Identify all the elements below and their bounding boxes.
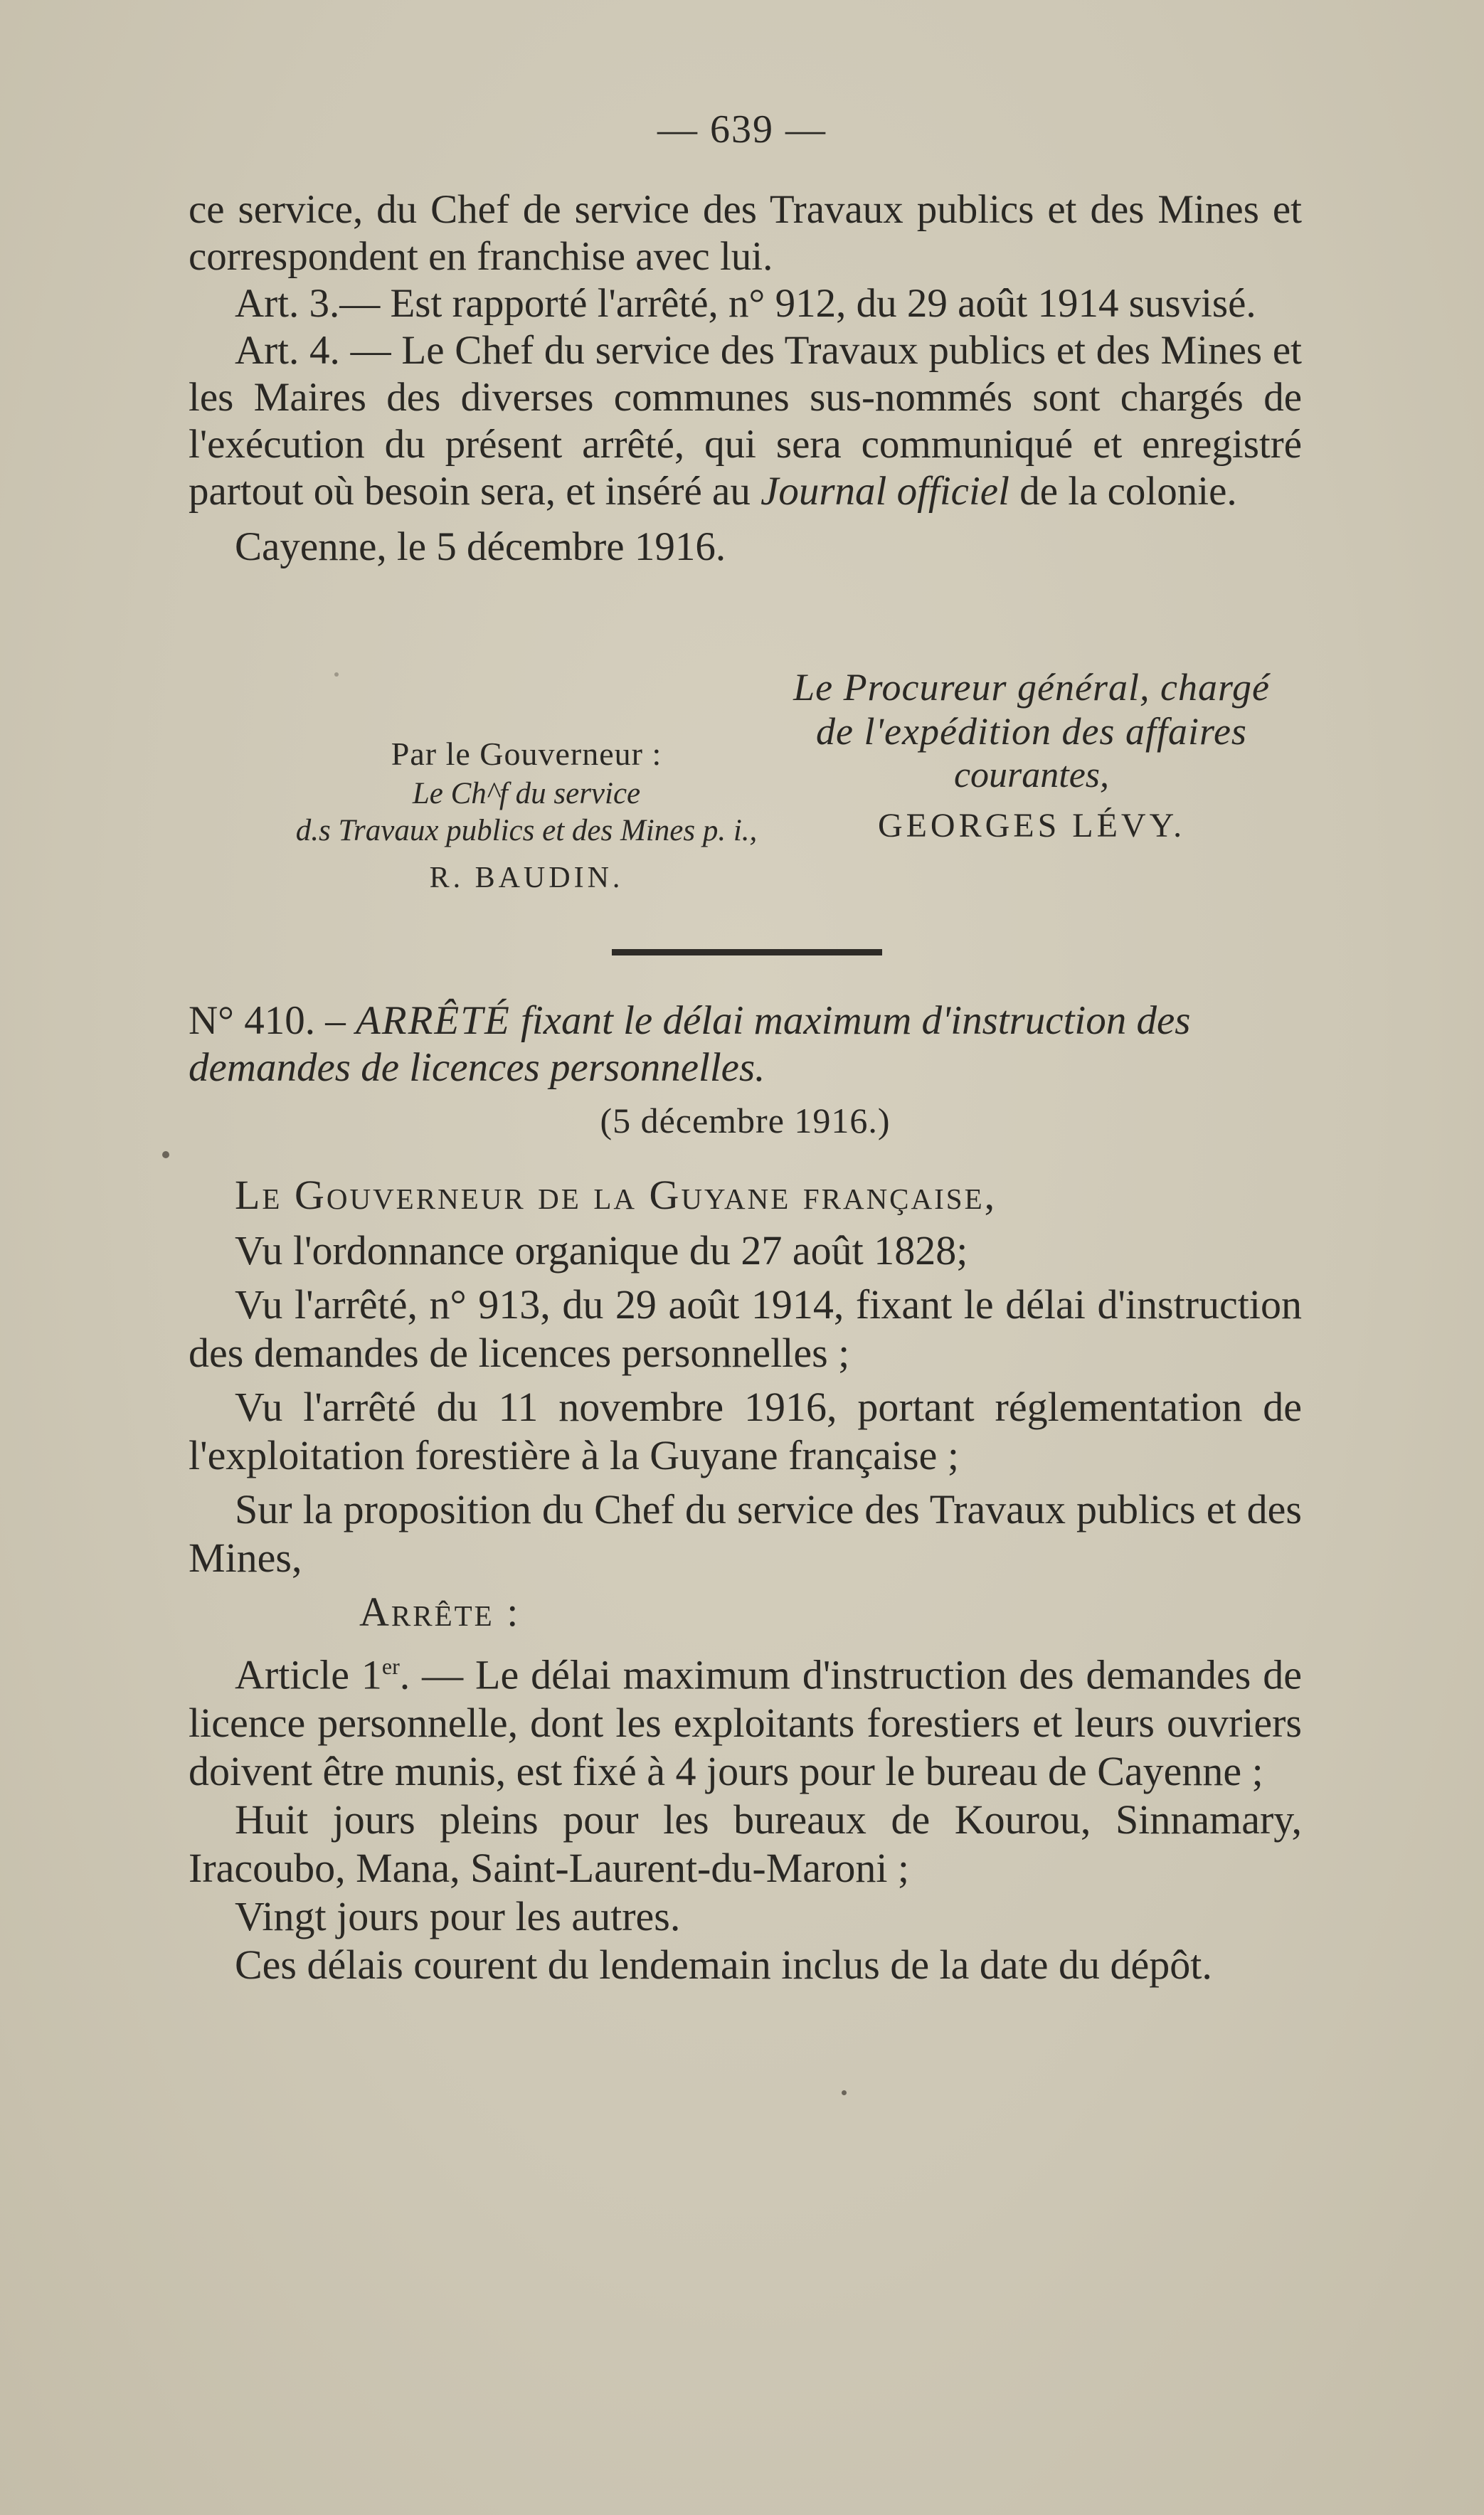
arrete-number: N° 410. – — [189, 998, 346, 1043]
section-2-heading — [189, 997, 1302, 1144]
signature-right — [726, 665, 1337, 854]
arrete-date: (5 décembre 1916.) — [600, 1101, 891, 1140]
signature-left-line2: Le Ch^f du service — [412, 777, 641, 810]
speck — [162, 1151, 169, 1158]
arrete-label: ARRÊTÉ — [355, 998, 511, 1043]
article-4-text: Art. 4. — Le Chef du service des Travaux publics et des Mines et les Maires des diverses communes sus-nommés sont chargés de l'exécution du présent arrêté, qui sera communiqué et enregistré partout où besoin sera, et inséré au — [189, 328, 1302, 514]
arrete-keyword: Arrête : — [359, 1589, 521, 1635]
signature-right-line2: de l'expédition des affaires — [816, 710, 1247, 753]
article-3: Art. 3.— Est rapporté l'arrêté, n° 912, du 29 août 1914 susvisé. — [235, 281, 1256, 326]
signature-right-line3: courantes, — [953, 755, 1110, 795]
signature-right-line1: Le Procureur général, chargé — [793, 666, 1270, 709]
signature-left-name: R. BAUDIN. — [429, 862, 624, 894]
article-1 — [189, 1642, 1302, 1796]
delais-courent: Ces délais courent du lendemain inclus de la date du dépôt. — [235, 1942, 1212, 1989]
signature-left-line1: Par le Gouverneur : — [391, 736, 662, 772]
vu-ordonnance: Vu l'ordonnance organique du 27 août 1828; — [235, 1227, 968, 1274]
vu-arrete-913: Vu l'arrêté, n° 913, du 29 août 1914, fixant le délai d'instruction des demandes de licences personnelles ; — [189, 1281, 1302, 1376]
paragraph-continuation: ce service, du Chef de service des Travaux publics et des Mines et correspondent en franchise avec lui. — [189, 187, 1302, 279]
page-number: — 639 — — [657, 107, 827, 152]
proposition: Sur la proposition du Chef du service des Travaux publics et des Mines, — [189, 1486, 1302, 1581]
article-4 — [189, 327, 1302, 515]
arrete-heading — [189, 997, 1302, 1091]
vingt-jours: Vingt jours pour les autres. — [235, 1893, 681, 1940]
article-4-end: de la colonie. — [1009, 469, 1237, 514]
speck — [334, 672, 339, 677]
signature-right-name: GEORGES LÉVY. — [877, 807, 1186, 844]
signature-left — [270, 733, 783, 906]
journal-officiel: Journal officiel — [760, 469, 1009, 514]
section-2-body — [189, 1171, 1302, 1989]
place-date: Cayenne, le 5 décembre 1916. — [235, 524, 726, 569]
section-1 — [189, 186, 1302, 571]
article-1-text: . — Le délai maximum d'instruction des demandes de licence personnelle, dont les exploitants forestiers et leurs ouvriers doivent être munis, est fixé à 4 jours pour le bureau de Cayenne ; — [189, 1651, 1302, 1795]
signature-left-line3: d.s Travaux publics et des Mines p. i., — [295, 814, 758, 847]
article-1-label: Article 1 — [235, 1651, 382, 1698]
arrete-title: fixant le délai maximum d'instruction des demandes de licences personnelles. — [189, 998, 1191, 1090]
vu-arrete-novembre: Vu l'arrêté du 11 novembre 1916, portant réglementation de l'exploitation forestière à la Guyane française ; — [189, 1384, 1302, 1478]
speck — [842, 2090, 847, 2095]
gouverneur-line: Le Gouverneur de la Guyane française, — [235, 1172, 997, 1218]
article-1-sup: er — [381, 1653, 400, 1679]
huit-jours: Huit jours pleins pour les bureaux de Kourou, Sinnamary, Iracoubo, Mana, Saint-Laurent-du-Maroni ; — [189, 1796, 1302, 1892]
separator-rule — [612, 949, 882, 955]
